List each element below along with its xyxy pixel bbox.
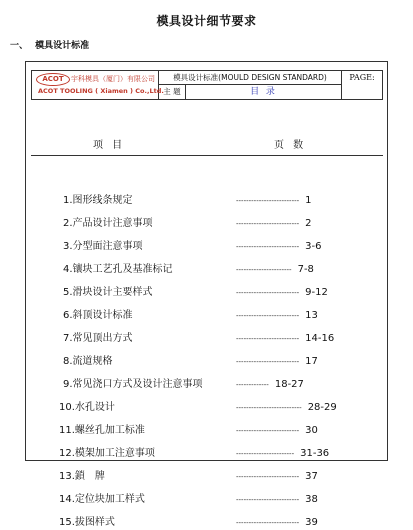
toc-row[interactable] xyxy=(26,447,389,461)
toc-row-label: 6.斜顶设计标准 xyxy=(63,310,133,321)
toc-row-label: 12.模架加工注意事项 xyxy=(59,448,155,459)
toc-row-pages: 3-6 xyxy=(305,241,322,252)
section-title: 模具设计标准 xyxy=(35,41,90,51)
toc-row-pages: 13 xyxy=(305,310,318,321)
toc-row[interactable] xyxy=(26,217,389,231)
toc-row-label: 11.螺丝孔加工标准 xyxy=(59,425,145,436)
toc-row-leader: ------------- xyxy=(236,381,269,389)
toc-col-item: 项 目 xyxy=(93,140,126,151)
toc-row-leader: ------------------------- xyxy=(236,473,300,481)
toc-row[interactable] xyxy=(26,263,389,277)
toc-row[interactable] xyxy=(26,355,389,369)
toc-row-pages: 31-36 xyxy=(300,448,330,459)
toc-row-leader: ------------------------- xyxy=(236,312,300,320)
toc-row[interactable] xyxy=(26,332,389,346)
toc-row-leader: ------------------------- xyxy=(236,243,300,251)
toc-row[interactable] xyxy=(26,378,389,392)
toc-row[interactable] xyxy=(26,194,389,208)
toc-row-label: 2.产品设计注意事项 xyxy=(63,218,153,229)
toc-row-pages: 30 xyxy=(305,425,318,436)
toc-row-pages: 17 xyxy=(305,356,318,367)
toc-row[interactable] xyxy=(26,286,389,300)
toc-row-pages: 9-12 xyxy=(305,287,328,298)
toc-row-pages: 28-29 xyxy=(307,402,337,413)
toc-row[interactable] xyxy=(26,424,389,438)
toc-sheet xyxy=(25,61,388,528)
toc-row-pages: 2 xyxy=(305,218,312,229)
toc-row-leader: ------------------------- xyxy=(236,358,300,366)
toc-row-pages: 7-8 xyxy=(297,264,314,275)
toc-row-leader: ------------------------- xyxy=(236,496,300,504)
toc-row-leader: ----------------------- xyxy=(236,450,295,458)
toc-row-label: 5.滑块设计主要样式 xyxy=(63,287,153,298)
company-name-cn: 宇科模具（厦门）有限公司 xyxy=(71,75,155,83)
acot-logo: ACOT xyxy=(36,73,70,86)
toc-row[interactable] xyxy=(26,401,389,415)
section-heading xyxy=(10,38,89,51)
page-label: PAGE: xyxy=(349,73,375,82)
toc-row[interactable] xyxy=(26,516,389,530)
toc-row[interactable] xyxy=(26,470,389,484)
toc-row-leader: ------------------------- xyxy=(236,519,300,527)
toc-row[interactable] xyxy=(26,309,389,323)
toc-row[interactable] xyxy=(26,240,389,254)
toc-row-label: 14.定位块加工样式 xyxy=(59,494,145,505)
toc-row-label: 7.常见顶出方式 xyxy=(63,333,133,344)
toc-row-label: 10.水孔设计 xyxy=(59,402,115,413)
toc-row-leader: ---------------------- xyxy=(236,266,292,274)
subject-label: 主 题 xyxy=(159,85,186,99)
toc-row-pages: 37 xyxy=(305,471,318,482)
title-block xyxy=(31,70,383,100)
toc-row-leader: ------------------------- xyxy=(236,220,300,228)
toc-row-leader: ------------------------- xyxy=(236,335,300,343)
company-name-en: ACOT TOOLING ( Xiamen ) Co.,Ltd. xyxy=(38,87,164,95)
company-logo-cell xyxy=(32,71,164,99)
section-number: 一、 xyxy=(10,41,29,51)
subject-value: 目 录 xyxy=(186,85,342,99)
toc-row-label: 13.鎖 牌 xyxy=(59,471,105,482)
toc-row-pages: 1 xyxy=(305,195,312,206)
toc-row-leader: ------------------------- xyxy=(236,427,300,435)
toc-row[interactable] xyxy=(26,493,389,507)
toc-row-pages: 39 xyxy=(305,517,318,528)
toc-column-header xyxy=(31,133,383,156)
toc-row-leader: ------------------------- xyxy=(236,197,300,205)
toc-row-leader: -------------------------- xyxy=(236,404,302,412)
toc-row-label: 4.镶块工艺孔及基准标记 xyxy=(63,264,173,275)
toc-row-pages: 18-27 xyxy=(274,379,304,390)
document-title: 模具设计细节要求 xyxy=(156,14,257,28)
toc-row-label: 9.常见浇口方式及设计注意事项 xyxy=(63,379,203,390)
toc-row-label: 3.分型面注意事项 xyxy=(63,241,143,252)
toc-row-pages: 14-16 xyxy=(305,333,335,344)
standard-title: 模具设计标准(MOULD DESIGN STANDARD) xyxy=(159,71,342,85)
toc-row-label: 8.流道规格 xyxy=(63,356,113,367)
toc-row-label: 1.图形线条规定 xyxy=(63,195,133,206)
toc-row-pages: 38 xyxy=(305,494,318,505)
toc-col-page: 页 数 xyxy=(274,140,307,151)
toc-row-label: 15.拔图样式 xyxy=(59,517,115,528)
toc-row-leader: ------------------------- xyxy=(236,289,300,297)
